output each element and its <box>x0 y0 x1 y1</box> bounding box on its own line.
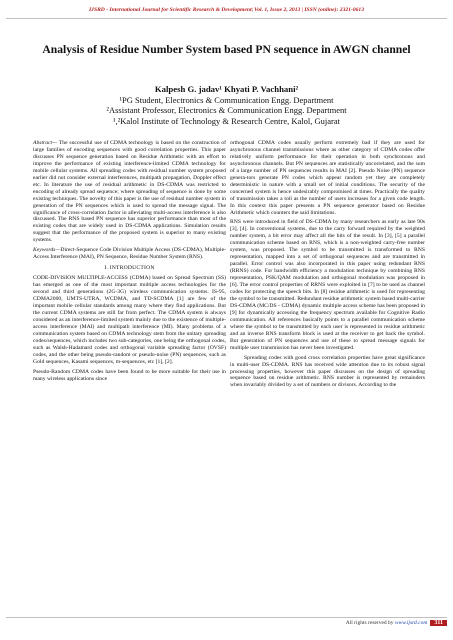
page-number: 311 <box>430 620 447 626</box>
right-paragraph-3: Spreading codes with good cross correlation properties have great significance in multi-user DS-CDMA. RNS has received wide attention due to its robust signal processing properties, however this paper discusses on the design of spreading sequence based on residue arithmetic. RNS number is represented by remainders when invariably divided by a set of numbers or divisors. According to the <box>230 354 425 389</box>
keywords-text: Direct-Sequence Code Division Multiple Access (DS-CDMA), Multiple-Access Interference (MAI), PN Sequence, Residue Number System (RNS). <box>33 247 226 261</box>
right-column <box>230 140 425 392</box>
footer-rights-text: All rights reserved by <box>345 620 395 626</box>
abstract <box>33 140 226 244</box>
keywords-label: Keywords— <box>33 247 61 254</box>
intro-paragraph-2: Pseudo-Random CDMA codes have been found to be more suitable for their use in many wireless applications since <box>33 368 226 382</box>
journal-header: IJSRD - International Journal for Scientific Research & Development| Vol. 1, Issue 2, 2013 | ISSN (online): 2321-0613 <box>6 4 447 19</box>
right-paragraph-1: orthogonal CDMA codes usually perform extremely bad if they are used for asynchronous channel transmissions where as other category of CDMA codes offer relatively uniform performance for their operation in both synchronous and asynchronous channels. But PN sequences are statistically uncorrelated, and the sum of a large number of PN sequences results in MAI [2]. Pseudo Noise (PN) sequence genera-tors generate PN codes which appear random yet they are completely deterministic in nature with a small set of initial conditions. The security of the concerned system is hence undesirably compromised at times. Practically the quality of transmission takes a toll as the number of users increases for a given code length. In this context this paper presents a PN sequence generator based on Residue Arithmetic which counters the said limitations. <box>230 140 425 216</box>
keywords <box>33 247 226 261</box>
page-footer <box>6 617 447 630</box>
intro-paragraph-1: CODE-DIVISION MULTIPLE-ACCESS (CDMA) based on Spread Spectrum (SS) has emerged as one of the most important multiple access technologies for the second and third generations (2G-3G) wireless communication systems. IS-95, CDMA2000, UMTS-UTRA, WCDMA, and TD-SCDMA [1] are few of the important mobile cellular standards among many where they find applications. But the current CDMA systems are still far from perfect. The CDMA system is always considered as an interference-limited system mainly due to the existence of multiple-access interference (MAI) and multipath interference (MI). Many problems of a communication system based on CDMA technology stem from the unitary spreading codes/sequences, which includes two sub-categories, one being the orthogonal codes, such as Walsh-Hadamard codes and orthogonal variable spreading factor (OVSF) codes, and the other being pseudo-random or pseudo-noise (PN) sequences, such as Gold sequences, Kasami sequences, m-sequences, etc [1], [2]. <box>33 275 226 365</box>
abstract-label: Abstract— <box>33 140 58 146</box>
author-block <box>30 84 423 126</box>
left-column <box>33 140 226 385</box>
section-heading-introduction: I. INTRODUCTION <box>104 265 155 272</box>
author-names: Kalpesh G. jadav¹ Khyati P. Vachhani² <box>154 84 299 94</box>
right-paragraph-2: RNS were introduced in field of DS-CDMA by many researchers as early as late 90s [3], [4]. In conventional systems, due to the carry forward required by the weighted number system, a bit error may affect all the bits of the result. In [3], [5] a parallel communication scheme based on RNS, which is a non-weighted carry-free number system, was proposed. The symbol to be transmitted is transformed to RNS representation, mapped into a set of orthogonal sequences and are transmitted in parallel. Error control was also incorporated in this paper using redundant RNS (RRNS) code. For bandwidth efficiency a modulation technique by combining RNS representation, PSK/QAM modulation and orthogonal modulation was proposed in [6]. The error control properties of RRNS were exploited in [7] to be used as channel codes for protecting the speech bits. In [8] residue arithmetic is used for representing the symbol to be transmitted. Redundant residue arithmetic system based multi-carrier DS-CDMA (MC/DS - CDMA) dynamic multiple access scheme has been proposed in [9] for dynamically accessing the frequency spectrum available for Cognitive Radio communication. All references basically points to a parallel communication scheme where the symbol to be transmitted by each user is represented in residue arithmetic and an inverse RNS transform block is used at the receiver to get back the symbol. But generation of PN sequences and use of these to spread message signals for multiple user transmission has never been investigated. <box>230 219 425 351</box>
footer-url[interactable]: www.ijsrd.com <box>394 620 428 626</box>
paper-title: Analysis of Residue Number System based PN sequence in AWGN channel <box>42 43 411 56</box>
affiliation-1: ¹PG Student, Electronics & Communication Engg. Department <box>119 94 334 105</box>
affiliation-3: ¹,²Kalol Institute of Technology & Research Centre, Kalol, Gujarat <box>113 115 340 126</box>
abstract-text: The successful use of CDMA technology is based on the construction of large families of encoding sequences with good correlation properties. This paper discusses PN sequence generation based on Residue Arithmetic with an effort to improve the performance of existing interference-limited CDMA technology for mobile cellular systems. All spreading codes with residual number system proposed earlier did not consider external interferences, multipath propagation, Doppler effect etc. In literature the use of residual arithmetic in DS-CDMA was restricted to encoding of already spread sequence; where spreading of sequence is done by some existing techniques. The novelty of this paper is the use of residual number system in generation of the PN sequences which is used to spread the message signal. The significance of cross-correlation factor in alleviating multi-access interference is also discussed. The RNS based PN sequence has superior performance than most of the existing codes that are widely used in DS-CDMA applications. Simulation results suggest that the performance of the proposed system is superior to many existing systems. <box>33 140 226 244</box>
affiliation-2: ²Assistant Professor, Electronics & Communication Engg. Department <box>106 105 347 115</box>
